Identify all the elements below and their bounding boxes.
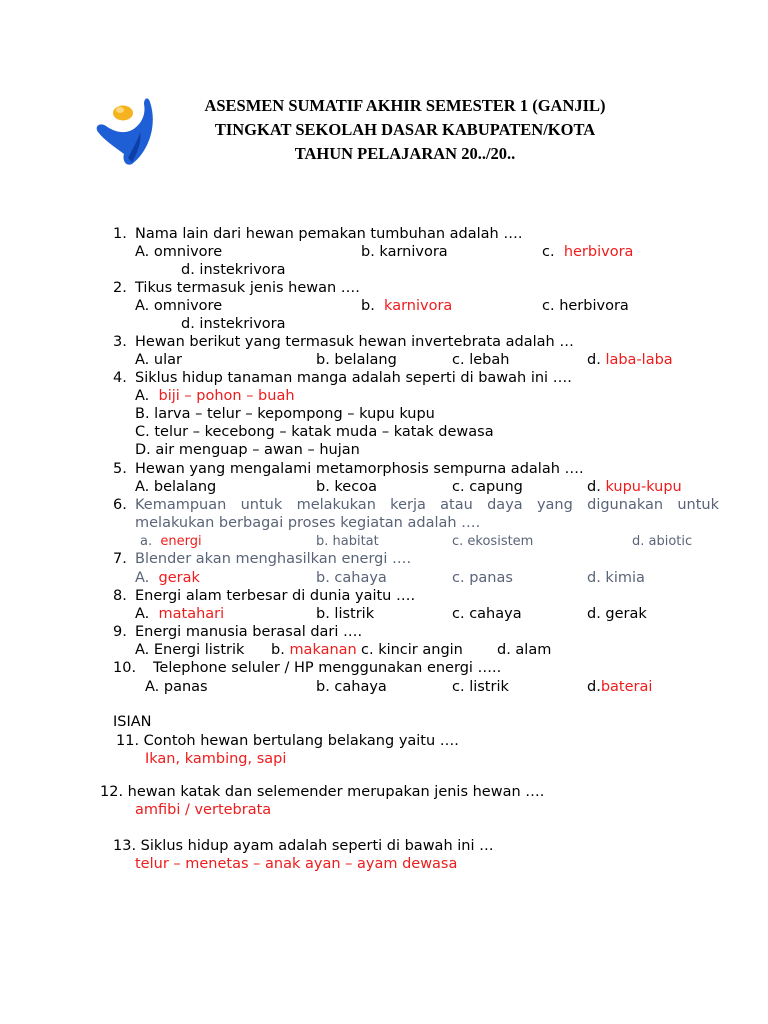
exam-header: [150, 94, 660, 166]
option-label: A.: [135, 570, 150, 586]
option-label: d.: [587, 679, 601, 695]
option-c: c. lebah: [452, 352, 510, 368]
option-label: d.: [587, 479, 601, 495]
option-label: A.: [135, 388, 150, 404]
option-label: c.: [542, 244, 555, 260]
option-b: b. kecoa: [316, 479, 377, 495]
answer-text: matahari: [158, 606, 225, 622]
option-label: d.: [587, 352, 601, 368]
option-a: A. Energi listrik: [135, 642, 245, 658]
isian-question: 12. hewan katak dan selemender merupakan jenis hewan ….: [100, 784, 545, 800]
option-a: A. omnivore: [135, 244, 223, 260]
option-d: d. instekrivora: [181, 262, 286, 278]
question-number: 3.: [113, 334, 127, 350]
option-c: c. capung: [452, 479, 523, 495]
answer-text: energi: [160, 534, 202, 549]
answer-text: laba-laba: [605, 352, 673, 368]
option-a: [135, 605, 224, 623]
isian-answer: telur – menetas – anak ayan – ayam dewasa: [135, 856, 458, 872]
option-b: b. listrik: [316, 606, 375, 622]
option-d: d. abiotic: [632, 534, 693, 549]
answer-text: kupu-kupu: [605, 479, 682, 495]
question-text: Telephone seluler / HP menggunakan energi …..: [153, 660, 502, 676]
option-a: [135, 569, 200, 587]
answer-text: herbivora: [563, 244, 634, 260]
option-c: c. listrik: [452, 679, 509, 695]
option-c: c. panas: [452, 570, 513, 586]
option-d: D. air menguap – awan – hujan: [135, 442, 360, 458]
question-text: Blender akan menghasilkan energi ….: [135, 551, 412, 567]
question-text: Tikus termasuk jenis hewan ….: [135, 280, 360, 296]
isian-question: 11. Contoh hewan bertulang belakang yaitu ….: [116, 733, 459, 749]
option-c: [542, 243, 633, 261]
school-logo-icon: [92, 96, 158, 166]
answer-text: baterai: [600, 679, 653, 695]
question-number: 1.: [113, 226, 127, 242]
option-label: b.: [271, 642, 285, 658]
option-c: c. kincir angin: [361, 642, 463, 658]
question-text: Kemampuan untuk melakukan kerja atau daya yang digunakan untuk: [135, 497, 719, 513]
header-year: TAHUN PELAJARAN 20../20..: [294, 144, 516, 163]
question-text-continued: melakukan berbagai proses kegiatan adalah ….: [135, 515, 481, 531]
question-text: Hewan berikut yang termasuk hewan invertebrata adalah …: [135, 334, 574, 350]
question-number: 10.: [113, 660, 137, 676]
question-text: Hewan yang mengalami metamorphosis sempurna adalah ….: [135, 461, 584, 477]
isian-question: 13. Siklus hidup ayam adalah seperti di bawah ini …: [113, 838, 494, 854]
option-b: b. cahaya: [316, 570, 387, 586]
section-title-isian: ISIAN: [113, 714, 152, 730]
option-a: A. ular: [135, 352, 182, 368]
question-number: 8.: [113, 588, 127, 604]
answer-text: biji – pohon – buah: [158, 388, 295, 404]
answer-text: gerak: [158, 570, 200, 586]
option-d: [587, 351, 673, 369]
option-c: c. ekosistem: [452, 534, 534, 549]
option-d: d. instekrivora: [181, 316, 286, 332]
option-b: b. karnivora: [361, 244, 448, 260]
question-text: Siklus hidup tanaman manga adalah seperti di bawah ini ….: [135, 370, 572, 386]
option-a: A. omnivore: [135, 298, 223, 314]
answer-text: karnivora: [384, 298, 453, 314]
option-a: [140, 533, 202, 551]
option-d: [587, 478, 682, 496]
option-d: d. kimia: [587, 570, 645, 586]
option-b: b. belalang: [316, 352, 397, 368]
option-b: b. cahaya: [316, 679, 387, 695]
option-d: d. gerak: [587, 606, 647, 622]
answer-text: makanan: [289, 642, 357, 658]
option-label: A.: [135, 606, 150, 622]
option-a: [135, 387, 295, 405]
option-label: a.: [140, 534, 153, 549]
question-text: Nama lain dari hewan pemakan tumbuhan adalah ….: [135, 226, 523, 242]
option-d: d. alam: [497, 642, 552, 658]
option-c: C. telur – kecebong – katak muda – katak dewasa: [135, 424, 494, 440]
header-title: ASESMEN SUMATIF AKHIR SEMESTER 1 (GANJIL): [204, 96, 606, 115]
question-number: 2.: [113, 280, 127, 296]
option-b: B. larva – telur – kepompong – kupu kupu: [135, 406, 435, 422]
option-b: [271, 641, 357, 659]
question-number: 6.: [113, 497, 127, 513]
option-b: [361, 297, 452, 315]
isian-answer: Ikan, kambing, sapi: [145, 751, 287, 767]
question-text: Energi alam terbesar di dunia yaitu ….: [135, 588, 416, 604]
question-text: Energi manusia berasal dari ….: [135, 624, 363, 640]
question-number: 5.: [113, 461, 127, 477]
isian-answer: amfibi / vertebrata: [135, 802, 272, 818]
header-subtitle: TINGKAT SEKOLAH DASAR KABUPATEN/KOTA: [214, 120, 596, 139]
option-c: c. cahaya: [452, 606, 522, 622]
question-number: 7.: [113, 551, 127, 567]
option-a: A. belalang: [135, 479, 217, 495]
option-b: b. habitat: [316, 534, 379, 549]
option-c: c. herbivora: [542, 298, 629, 314]
option-a: A. panas: [145, 679, 208, 695]
question-number: 4.: [113, 370, 127, 386]
option-d: [587, 678, 652, 696]
option-label: b.: [361, 298, 375, 314]
question-number: 9.: [113, 624, 127, 640]
